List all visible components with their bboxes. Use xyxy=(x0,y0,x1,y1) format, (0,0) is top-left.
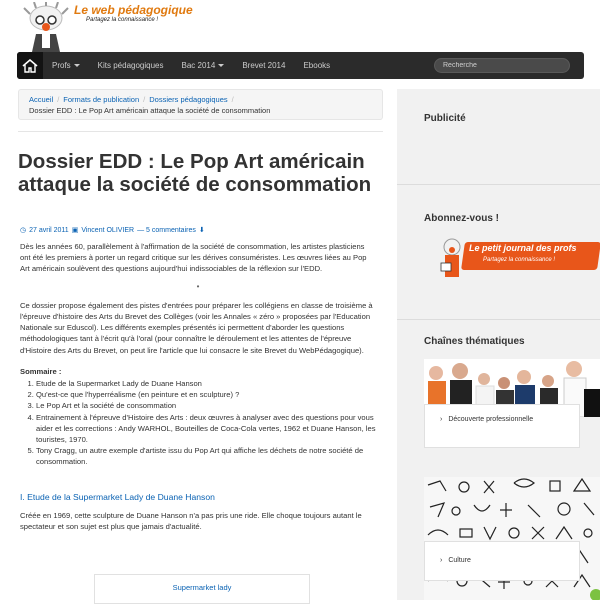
article-date[interactable]: 27 avril 2011 xyxy=(29,226,69,234)
sidebar-divider xyxy=(397,319,600,320)
breadcrumb-separator: / xyxy=(57,95,60,104)
home-icon xyxy=(22,59,38,73)
caret-down-icon xyxy=(74,64,80,67)
image-caption[interactable]: Supermarket lady xyxy=(172,583,232,592)
chevron-right-icon: › xyxy=(440,416,443,423)
separator-dot: • xyxy=(196,281,200,291)
sommaire-list xyxy=(20,378,376,468)
divider xyxy=(18,131,383,132)
site-tagline: Partagez la connaissance ! xyxy=(86,17,159,23)
pj-title: Le petit journal des profs xyxy=(469,243,577,253)
breadcrumb-separator: / xyxy=(231,95,234,104)
breadcrumb-separator: / xyxy=(143,95,146,104)
chevron-right-icon: › xyxy=(440,557,443,564)
category-card-culture[interactable] xyxy=(424,541,580,581)
site-header xyxy=(0,0,600,52)
clock-icon: ◷ xyxy=(20,227,27,234)
nav-item-brevet[interactable]: Brevet 2014 xyxy=(242,61,286,70)
site-title[interactable]: Le web pédagogique xyxy=(74,3,193,17)
nav-item-bac[interactable]: Bac 2014 xyxy=(173,61,234,70)
category-item[interactable] xyxy=(440,556,570,566)
search-input[interactable] xyxy=(434,58,570,73)
category-label: Découverte professionnelle xyxy=(448,416,534,423)
mascot-logo-icon[interactable] xyxy=(22,2,70,52)
pattern-illustration-image xyxy=(424,477,600,600)
page-title: Dossier EDD : Le Pop Art américain attaque la société de consommation xyxy=(18,150,372,196)
category-card-decouverte[interactable] xyxy=(424,404,580,448)
sommaire-item[interactable]: 3. Le Pop Art et la société de consommation xyxy=(36,400,376,411)
breadcrumb-link-accueil[interactable]: Accueil xyxy=(29,95,54,104)
category-label: Culture xyxy=(448,557,471,564)
article-meta xyxy=(20,226,205,234)
section-heading: I. Etude de la Supermarket Lady de Duane Hanson xyxy=(20,491,215,502)
breadcrumb-link-formats[interactable]: Formats de publication xyxy=(63,95,140,104)
article-paragraph: Ce dossier propose également des pistes d'entrées pour préparer les collégiens en classe de troisième à l'épreuve d'histoire des Arts du Brevet des Collèges (voir les Annales « zéro » proposées par l'Education Nationale sur Eduscol). Les différents exemples présentés ici permettent d'aborder les questions méthodologiques tant à l'écrit qu'à l'oral (pour connaître le déroulement et les attentes de l'épreuve d'Histoire des Arts du Brevet, on peut lire l'article que lui consacre le site Brevet du WebPédagogique). xyxy=(20,300,373,355)
sommaire-item[interactable]: 1. Etude de la Supermarket Lady de Duane Hanson xyxy=(36,378,376,389)
breadcrumb-link-dossiers[interactable]: Dossiers pédagogiques xyxy=(149,95,228,104)
breadcrumb-current: Dossier EDD : Le Pop Art américain attaque la société de consommation xyxy=(29,106,271,115)
sommaire-item[interactable]: 5. Tony Cragg, un autre exemple d'artiste issu du Pop Art qui affiche les déchets de notre société de consommation. xyxy=(36,445,376,467)
section-text: Créée en 1969, cette sculpture de Duane Hanson n'a pas pris une ride. Elle choque toujours autant le spectateur et son sujet est plus que jamais d'actualité. xyxy=(20,510,362,532)
sidebar-heading-abonnez: Abonnez-vous ! xyxy=(424,213,499,224)
user-icon: ▣ xyxy=(71,227,79,234)
nav-home-button[interactable] xyxy=(17,52,43,79)
sommaire-item[interactable]: 4. Entrainement à l'épreuve d'Histoire des Arts : deux œuvres à analyser avec des questions pour vous aider et les corrections : Andy WARHOL, Bouteilles de Coca-Cola vertes, 1962 et Duane Hanson, les touristes, 1970. xyxy=(36,412,376,446)
article-author[interactable]: Vincent OLIVIER xyxy=(81,226,135,234)
caret-down-icon xyxy=(218,64,224,67)
sommaire-item[interactable]: 2. Qu'est-ce que l'hyperréalisme (en peinture et en sculpture) ? xyxy=(36,389,376,400)
petit-journal-logo[interactable] xyxy=(439,237,599,283)
article-body xyxy=(20,241,376,542)
category-item[interactable] xyxy=(440,415,570,425)
sidebar xyxy=(397,89,600,600)
sidebar-heading-chaines: Chaînes thématiques xyxy=(424,336,525,347)
pj-tagline: Partagez la connaissance ! xyxy=(483,257,556,263)
main-navbar xyxy=(17,52,584,79)
sidebar-heading-publicite: Publicité xyxy=(424,113,466,124)
nav-item-profs[interactable]: Profs xyxy=(43,61,89,70)
sidebar-divider xyxy=(397,184,600,185)
mascot-icon xyxy=(439,237,465,281)
nav-item-kits[interactable]: Kits pédagogiques xyxy=(97,61,164,70)
breadcrumb xyxy=(18,89,383,120)
article-comments-link[interactable]: — 5 commentaires xyxy=(137,226,196,234)
sommaire-heading: Sommaire : xyxy=(20,366,62,376)
article-intro: Dès les années 60, parallèlement à l'affirmation de la société de consommation, les artistes plasticiens ont été les premiers à porter un regard critique sur les dérives consuméristes. Les œuvres liées au Pop Art américain soulèvent des questions aujourd'hui indissociables de la réflexion sur l'EDD. xyxy=(20,242,367,274)
nav-item-ebooks[interactable]: Ebooks xyxy=(303,61,331,70)
arrow-down-icon: ⬇ xyxy=(198,227,205,234)
